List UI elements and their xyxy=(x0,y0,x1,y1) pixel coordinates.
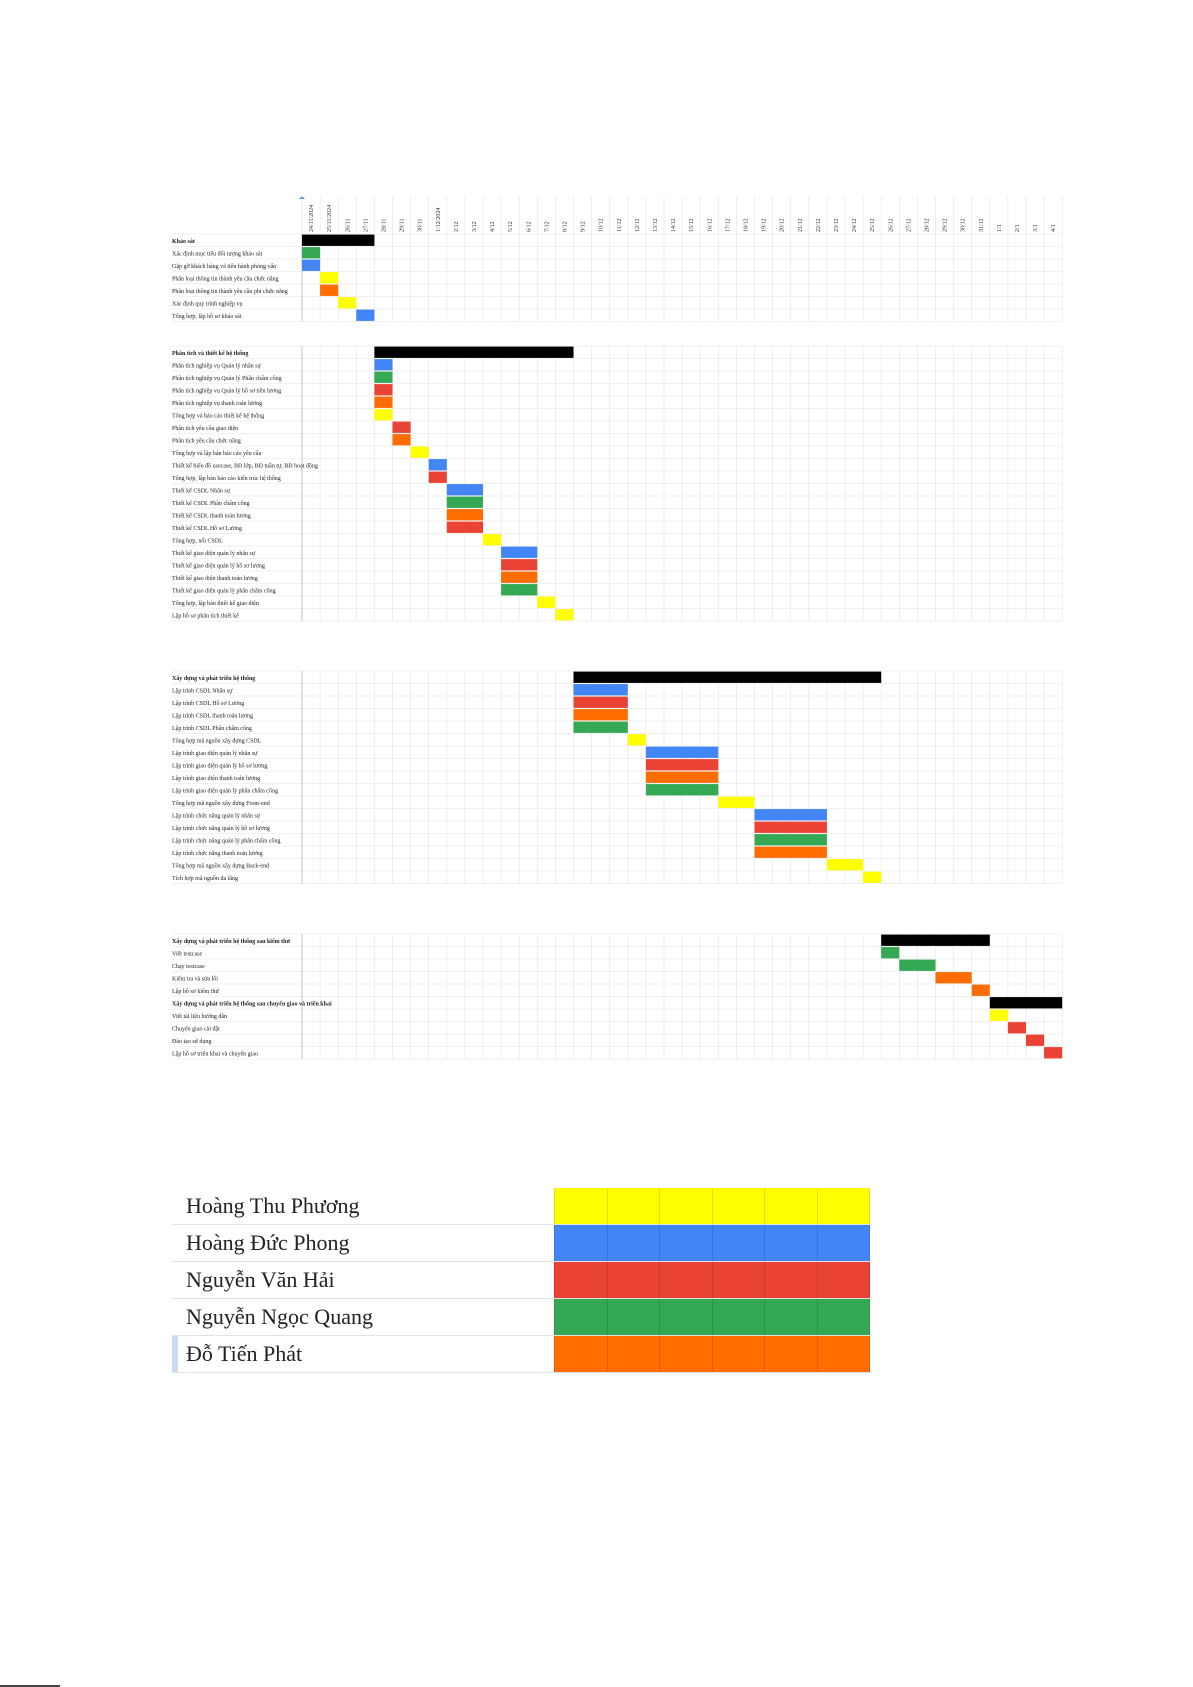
task-bar xyxy=(447,509,483,520)
date-tick-label: 1/1 xyxy=(996,224,1003,232)
task-bar xyxy=(881,947,899,958)
task-label: Lập trình giao diện quản lý phân chấm công xyxy=(172,788,278,795)
task-label: Gặp gỡ khách hàng và tiến hành phỏng vấn xyxy=(172,264,277,270)
task-bar xyxy=(320,285,338,296)
legend-name: Đỗ Tiến Phát xyxy=(186,1341,303,1366)
task-bar xyxy=(338,297,356,308)
task-label: Tổng hợp, lập bản báo cáo kiến trúc hệ thống xyxy=(172,476,281,482)
gantt-svg xyxy=(172,934,1062,1059)
task-bar xyxy=(755,834,827,845)
task-bar xyxy=(302,235,374,246)
task-label: Tổng hợp và báo cáo thiết kế hệ thống xyxy=(172,413,265,420)
date-tick-label: 28/12 xyxy=(924,218,931,232)
task-label: Xác định mục tiêu đối tượng khảo sát xyxy=(172,251,263,258)
task-bar xyxy=(374,384,392,395)
legend-name: Hoàng Đức Phong xyxy=(186,1230,350,1255)
legend-row xyxy=(172,1262,872,1299)
date-tick-label: 26/12 xyxy=(888,218,895,232)
legend-swatch-cell xyxy=(818,1188,871,1224)
legend-name: Nguyễn Văn Hải xyxy=(186,1267,335,1292)
legend-swatch-cell xyxy=(713,1299,766,1335)
task-label: Tổng hợp mã nguồn xây dựng Front-end xyxy=(172,801,270,807)
task-bar xyxy=(646,747,718,758)
task-label: Thiết kế giao diện quản lý phân chấm công xyxy=(172,588,276,595)
task-label: Tổng hợp, nối CSDL xyxy=(172,538,223,545)
legend-swatch xyxy=(554,1262,870,1298)
legend-swatch-cell xyxy=(554,1262,608,1298)
date-tick-label: 26/11 xyxy=(345,218,352,232)
row-selection-marker xyxy=(172,1336,178,1372)
task-label: Lập trình giao diện quản lý hồ sơ lương xyxy=(172,763,268,770)
task-bar xyxy=(863,872,881,883)
date-tick-label: 2/12 xyxy=(453,221,460,232)
date-tick-label: 14/12 xyxy=(671,218,678,232)
task-bar xyxy=(936,972,972,983)
date-tick-label: 27/11 xyxy=(363,218,370,232)
date-tick-label: 19/12 xyxy=(761,218,768,232)
legend-swatch-cell xyxy=(713,1188,766,1224)
task-bar xyxy=(990,1010,1008,1021)
legend-swatch-cell xyxy=(554,1225,608,1261)
task-bar xyxy=(501,559,537,570)
legend-swatch-cell xyxy=(608,1336,661,1372)
task-bar xyxy=(320,272,338,283)
task-bar xyxy=(393,422,411,433)
date-tick-label: 2/1 xyxy=(1014,224,1021,232)
legend-swatch-cell xyxy=(554,1188,608,1224)
legend-swatch-cell xyxy=(608,1225,661,1261)
task-bar xyxy=(755,822,827,833)
date-tick-label: 30/11 xyxy=(417,218,424,232)
task-label: Xây dựng và phát triển hệ thống xyxy=(172,676,256,682)
task-label: Lập trình giao diện thanh toán lương xyxy=(172,776,261,782)
task-bar xyxy=(646,759,718,770)
task-label: Lập trình chức năng quản lý hồ sơ lương xyxy=(172,826,270,832)
date-tick-label: 18/12 xyxy=(743,218,750,232)
legend-swatch-cell xyxy=(660,1262,713,1298)
task-bar xyxy=(302,260,320,271)
task-bar xyxy=(755,847,827,858)
date-tick-label: 30/12 xyxy=(960,218,967,232)
date-tick-label: 1/12/2024 xyxy=(435,207,442,232)
task-bar xyxy=(574,672,882,683)
task-label: Lập trình giao diện quản lý nhân sự xyxy=(172,751,258,757)
gantt-section-testing-deployment xyxy=(172,934,1065,1059)
task-bar xyxy=(501,547,537,558)
task-label: Phân tích nghiệp vụ Quản lý nhân sự xyxy=(172,363,261,370)
task-label: Phân tích yêu cầu chức năng xyxy=(172,438,241,445)
assignee-legend xyxy=(172,1188,872,1373)
task-label: Tổng hợp và lập bản báo cáo yêu cầu xyxy=(172,451,262,457)
date-tick-label: 21/12 xyxy=(797,218,804,232)
task-label: Tổng hợp, lập bản thiết kế giao diện xyxy=(172,601,259,607)
legend-swatch-cell xyxy=(608,1299,661,1335)
task-bar xyxy=(447,497,483,508)
task-bar xyxy=(555,609,573,620)
task-bar xyxy=(501,584,537,595)
legend-swatch-cell xyxy=(765,1336,818,1372)
task-bar xyxy=(827,859,863,870)
task-label: Phân tích nghiệp vụ Quản lý hồ sơ tiền lương xyxy=(172,388,282,395)
task-label: Phân tích nghiệp vụ Quản lý Phân chấm công xyxy=(172,376,282,382)
task-bar xyxy=(972,985,990,996)
task-bar xyxy=(411,447,429,458)
legend-swatch-cell xyxy=(660,1188,713,1224)
legend-swatch-cell xyxy=(608,1188,661,1224)
task-bar xyxy=(718,797,754,808)
task-bar xyxy=(447,484,483,495)
legend-swatch-cell xyxy=(554,1336,608,1372)
date-tick-label: 27/12 xyxy=(906,218,913,232)
task-label: Đào tạo sử dụng xyxy=(172,1039,212,1045)
date-tick-label: 24/11/2024 xyxy=(309,204,316,232)
date-tick-label: 6/12 xyxy=(526,221,533,232)
date-tick-label: 4/12 xyxy=(490,221,497,232)
date-tick-label: 4/1 xyxy=(1051,224,1058,232)
task-label: Khảo sát xyxy=(172,239,195,245)
task-label: Lập trình chức năng quản lý phân chấm công xyxy=(172,838,281,845)
task-label: Thiết kế CSDL thanh toán lương xyxy=(172,513,251,520)
date-tick-label: 11/12 xyxy=(616,218,623,232)
legend-swatch-cell xyxy=(608,1262,661,1298)
gantt-section-development xyxy=(172,671,1065,884)
task-label: Lập trình CSDL Hồ sơ Lương xyxy=(172,701,245,707)
task-bar xyxy=(881,935,990,946)
legend-row xyxy=(172,1188,872,1225)
task-bar xyxy=(574,697,628,708)
date-tick-label: 13/12 xyxy=(652,218,659,232)
legend-swatch-cell xyxy=(818,1225,871,1261)
gantt-section-survey xyxy=(172,196,1065,322)
task-label: Lập trình CSDL Phân chấm công xyxy=(172,726,252,732)
task-label: Thiết kế CSDL Phân chấm công xyxy=(172,501,250,507)
task-bar xyxy=(429,472,447,483)
legend-swatch-cell xyxy=(660,1225,713,1261)
legend-row xyxy=(172,1336,872,1373)
task-label: Thiết kế CSDL Hồ sơ Lương xyxy=(172,526,242,532)
legend-swatch xyxy=(554,1188,870,1224)
gantt-svg xyxy=(172,196,1062,322)
date-tick-label: 25/11/2024 xyxy=(327,204,334,232)
legend-name: Hoàng Thu Phương xyxy=(186,1193,360,1218)
date-tick-label: 10/12 xyxy=(598,218,605,232)
task-bar xyxy=(755,809,827,820)
task-bar xyxy=(429,459,447,470)
task-bar xyxy=(628,734,646,745)
task-bar xyxy=(501,572,537,583)
task-bar xyxy=(393,434,411,445)
legend-swatch xyxy=(554,1336,870,1372)
task-label: Lập hồ sơ phân tích thiết kế xyxy=(172,613,239,620)
date-tick-label: 20/12 xyxy=(779,218,786,232)
date-tick-label: 3/12 xyxy=(471,221,478,232)
date-tick-label: 8/12 xyxy=(562,221,569,232)
legend-swatch-cell xyxy=(765,1262,818,1298)
legend-swatch-cell xyxy=(765,1299,818,1335)
task-label: Kiểm tra và sửa lỗi xyxy=(172,976,218,983)
date-tick-label: 3/1 xyxy=(1033,224,1040,232)
date-tick-label: 9/12 xyxy=(580,221,587,232)
legend-swatch xyxy=(554,1299,870,1335)
task-bar xyxy=(899,960,935,971)
legend-swatch-cell xyxy=(660,1336,713,1372)
date-tick-label: 24/12 xyxy=(852,218,859,232)
task-label: Xác định quy trình nghiệp vụ xyxy=(172,301,243,308)
task-label: Lập trình chức năng quản lý nhân sự xyxy=(172,813,260,820)
date-tick-label: 12/12 xyxy=(634,218,641,232)
legend-swatch-cell xyxy=(713,1336,766,1372)
legend-row xyxy=(172,1299,872,1336)
legend-swatch-cell xyxy=(765,1188,818,1224)
task-label: Xây dựng và phát triển hệ thống sau kiểm thử xyxy=(172,939,291,945)
task-label: Tích hợp mã nguồn đa tầng xyxy=(172,876,238,882)
task-label: Phân tích và thiết kế hệ thống xyxy=(172,351,249,357)
task-bar xyxy=(483,534,501,545)
gantt-svg xyxy=(172,346,1062,621)
task-label: Viết tài liệu hướng dẫn xyxy=(172,1014,228,1020)
legend-row xyxy=(172,1225,872,1262)
task-bar xyxy=(574,709,628,720)
gantt-section-analysis-design xyxy=(172,346,1065,621)
date-tick-label: 23/12 xyxy=(833,218,840,232)
task-label: Phân tích nghiệp vụ thanh toán lương xyxy=(172,401,263,407)
task-bar xyxy=(1026,1035,1044,1046)
task-bar xyxy=(1044,1047,1062,1058)
date-tick-label: 16/12 xyxy=(707,218,714,232)
task-label: Lập hồ sơ kiểm thử xyxy=(172,989,219,995)
date-tick-label: 22/12 xyxy=(815,218,822,232)
task-bar xyxy=(374,359,392,370)
legend-swatch-cell xyxy=(818,1336,871,1372)
task-label: Tổng hợp, lập hồ sơ khảo sát xyxy=(172,314,242,320)
date-tick-label: 29/12 xyxy=(942,218,949,232)
task-label: Thiết kế giao diện quản lý nhân sự xyxy=(172,551,256,557)
date-tick-label: 31/12 xyxy=(978,218,985,232)
task-label: Lập trình CSDL thanh toán lương xyxy=(172,713,254,720)
task-bar xyxy=(447,522,483,533)
task-label: Chạy testcase xyxy=(172,964,205,970)
task-label: Phân loại thông tin thành yêu cầu phi chức năng xyxy=(172,289,288,295)
task-bar xyxy=(990,997,1062,1008)
date-tick-label: 25/12 xyxy=(870,218,877,232)
task-bar xyxy=(646,784,718,795)
date-tick-label: 28/11 xyxy=(381,218,388,232)
task-label: Lập hồ sơ triển khai và chuyển giao xyxy=(172,1051,258,1058)
gantt-svg xyxy=(172,671,1062,884)
task-bar xyxy=(574,684,628,695)
legend-name: Nguyễn Ngọc Quang xyxy=(186,1304,373,1329)
task-label: Chuyển giao cài đặt xyxy=(172,1026,220,1033)
legend-swatch-cell xyxy=(818,1262,871,1298)
legend-swatch-cell xyxy=(660,1299,713,1335)
task-bar xyxy=(374,372,392,383)
task-bar xyxy=(302,247,320,258)
task-bar xyxy=(537,597,555,608)
task-label: Phân tích yêu cầu giao diện xyxy=(172,426,239,432)
date-tick-label: 5/12 xyxy=(508,221,515,232)
task-bar xyxy=(374,397,392,408)
task-label: Thiết kế giao diện quản lý hồ sơ lương xyxy=(172,563,265,570)
task-label: Thiết kế biểu đồ usecase, BĐ lớp, BĐ tuần tự, BĐ hoạt động xyxy=(172,463,318,470)
date-tick-label: 17/12 xyxy=(725,218,732,232)
task-label: Lập trình CSDL Nhân sự xyxy=(172,688,233,695)
task-label: Lập trình chức năng thanh toán lương xyxy=(172,851,263,857)
task-label: Thiết kế CSDL Nhân sự xyxy=(172,488,231,495)
legend-swatch-cell xyxy=(554,1299,608,1335)
task-bar xyxy=(646,772,718,783)
legend-swatch xyxy=(554,1225,870,1261)
task-label: Tổng hợp mã nguồn xây dựng CSDL xyxy=(172,738,262,745)
task-label: Viết testcase xyxy=(172,951,203,958)
task-label: Phân loại thông tin thành yêu cầu chức năng xyxy=(172,276,279,283)
task-label: Tổng hợp mã nguồn xây dựng Back-end xyxy=(172,863,270,870)
date-tick-label: 7/12 xyxy=(544,221,551,232)
task-bar xyxy=(374,347,573,358)
legend-swatch-cell xyxy=(765,1225,818,1261)
task-label: Thiết kế giao diện thanh toán lương xyxy=(172,576,258,582)
legend-swatch-cell xyxy=(713,1262,766,1298)
task-bar xyxy=(356,310,374,321)
date-tick-label: 29/11 xyxy=(399,218,406,232)
task-bar xyxy=(574,722,628,733)
task-label: Xây dựng và phát triển hệ thống sau chuyển giao và triển khai xyxy=(172,1001,332,1008)
task-bar xyxy=(1008,1022,1026,1033)
legend-swatch-cell xyxy=(713,1225,766,1261)
date-tick-label: 15/12 xyxy=(689,218,696,232)
task-bar xyxy=(374,409,392,420)
legend-swatch-cell xyxy=(818,1299,871,1335)
